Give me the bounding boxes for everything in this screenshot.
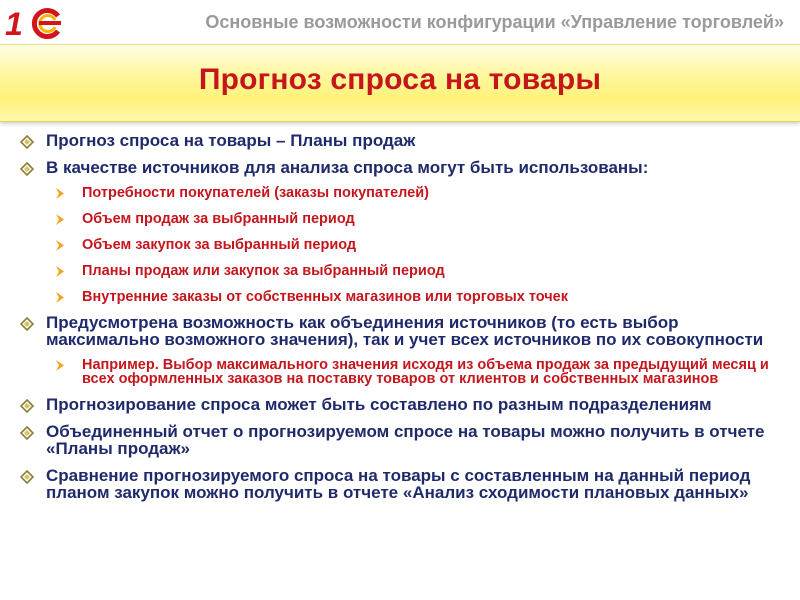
slide-content (0, 126, 800, 596)
bullet-item (46, 314, 776, 386)
sub-bullet-item (82, 290, 776, 304)
sub-bullet-item (82, 212, 776, 226)
bullet-item (46, 423, 776, 457)
bullet-text: Прогноз спроса на товары – Планы продаж (46, 131, 416, 150)
chevron-bullet-icon (55, 291, 65, 304)
sub-bullet-list (46, 186, 776, 304)
bullet-list (0, 132, 776, 501)
bullet-text: Прогнозирование спроса может быть составлено по разным подразделениям (46, 395, 712, 414)
diamond-bullet-icon (20, 135, 34, 149)
slide-title: Прогноз спроса на товары (198, 63, 602, 96)
sub-bullet-item (82, 358, 776, 386)
bullet-text: В качестве источников для анализа спроса могут быть использованы: (46, 158, 649, 177)
sub-bullet-text: Например. Выбор максимального значения исходя из объема продаж за предыдущий месяц и всех оформленных заказов на поставку товаров от клиентов и собственных магазинов (82, 357, 769, 387)
bullet-item (46, 132, 776, 149)
sub-bullet-text: Объем продаж за выбранный период (82, 211, 355, 227)
chevron-bullet-icon (55, 265, 65, 278)
diamond-bullet-icon (20, 426, 34, 440)
diamond-bullet-icon (20, 399, 34, 413)
sub-bullet-item (82, 238, 776, 252)
diamond-bullet-icon (20, 162, 34, 176)
sub-bullet-item (82, 186, 776, 200)
chevron-bullet-icon (55, 187, 65, 200)
title-band (0, 44, 800, 122)
sub-bullet-list (46, 358, 776, 386)
diamond-bullet-icon (20, 317, 34, 331)
svg-text:1: 1 (5, 6, 23, 40)
sub-bullet-text: Внутренние заказы от собственных магазинов или торговых точек (82, 289, 568, 305)
top-bar (0, 0, 800, 44)
sub-bullet-text: Потребности покупателей (заказы покупателей) (82, 185, 429, 201)
chevron-bullet-icon (55, 359, 65, 372)
bullet-text: Предусмотрена возможность как объединения источников (то есть выбор максимально возможного значения), так и учет всех источников по их совокупности (46, 313, 764, 349)
1c-logo (4, 6, 70, 40)
sub-bullet-item (82, 264, 776, 278)
diamond-bullet-icon (20, 470, 34, 484)
chevron-bullet-icon (55, 239, 65, 252)
sub-bullet-text: Планы продаж или закупок за выбранный период (82, 263, 445, 279)
bullet-text: Объединенный отчет о прогнозируемом спросе на товары можно получить в отчете «Планы продаж» (46, 422, 765, 458)
chevron-bullet-icon (55, 213, 65, 226)
bullet-item (46, 159, 776, 304)
bullet-item (46, 396, 776, 413)
sub-bullet-text: Объем закупок за выбранный период (82, 237, 357, 253)
bullet-text: Сравнение прогнозируемого спроса на товары с составленным на данный период планом закупок можно получить в отчете «Анализ сходимости плановых данных» (46, 466, 751, 502)
presentation-subtitle: Основные возможности конфигурации «Управление торговлей» (205, 12, 784, 32)
bullet-item (46, 467, 776, 501)
